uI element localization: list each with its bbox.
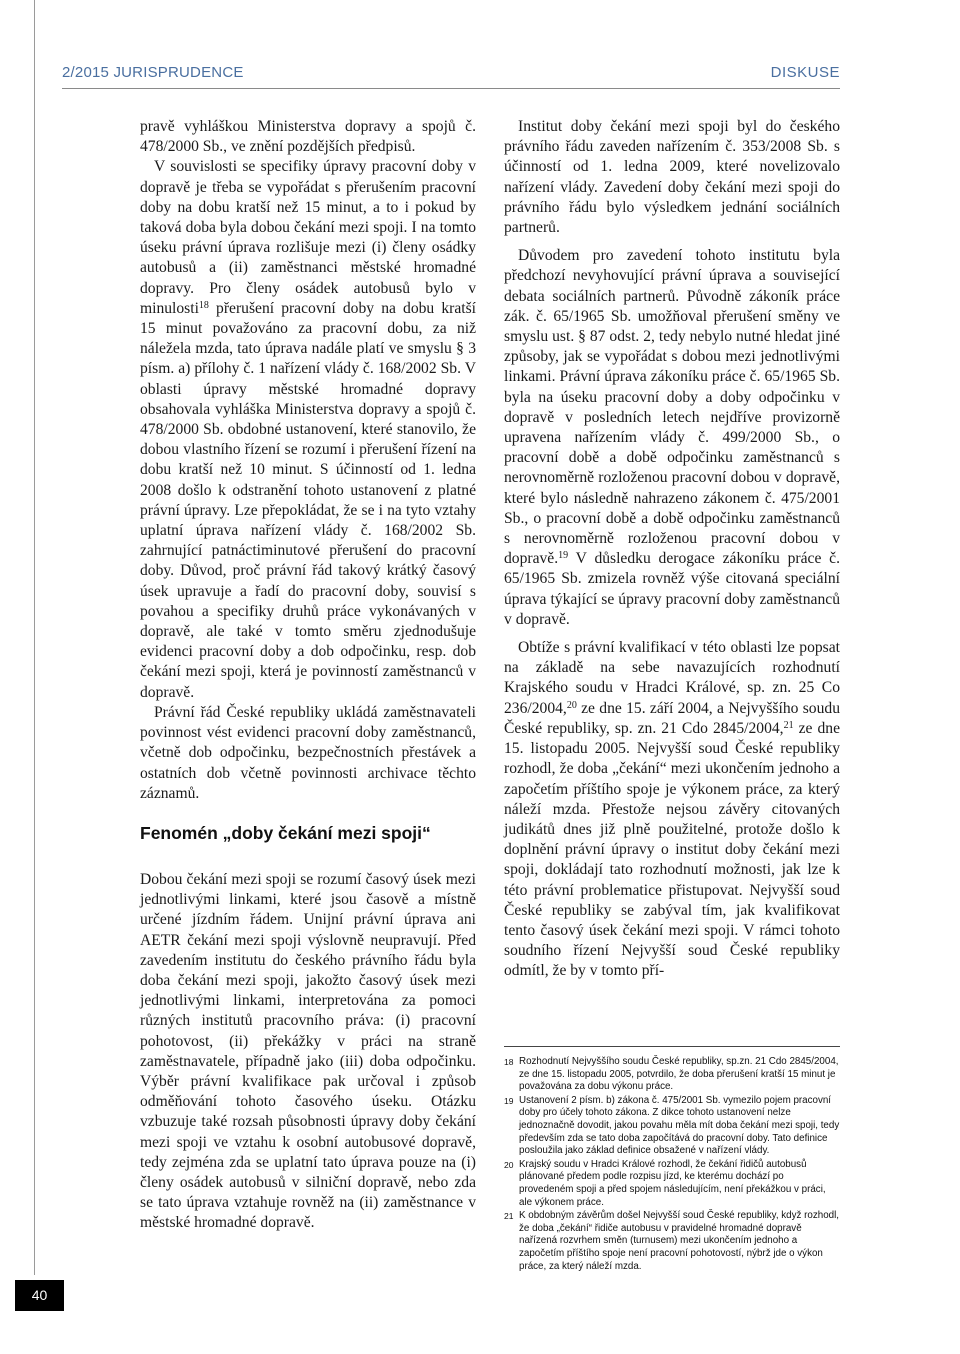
paragraph: Právní řád České republiky ukládá zaměstnavateli povinnost vést evidenci pracovní doby zaměstnanců, včetně dob odpočinku, bezpečnostních přestávek a ostatních dob včetně povinnosti archivace těchto záznamů. (140, 703, 476, 802)
footnotes (504, 1056, 840, 1274)
footnote-text: Rozhodnutí Nejvyššího soudu České republiky, sp.zn. 21 Cdo 2845/2004, ze dne 15. listopadu 2005, potvrdilo, že doba přerušení kratší 15 minut je považována za dobu výkonu práce. (519, 1056, 839, 1093)
page-number: 40 (15, 1280, 64, 1311)
footnote-text: K obdobným závěrům došel Nejvyšší soud České republiky, když rozhodl, že doba „čekání“ řidiče autobusu v pravidelné hromadné dopravě nařízená rozvrhem směn (turnusem) mezi ukončením jednoho a započetím příštího spoje není pracovní pohotovostí, nýbrž jde o výkon práce, za který náleží mzda. (519, 1210, 839, 1272)
footnote-number: 18 (504, 1057, 514, 1067)
paragraph: pravě vyhláškou Ministerstva dopravy a spojů č. 478/2000 Sb., ve znění pozdějších předpisů. (140, 118, 476, 156)
left-margin-rule (34, 0, 35, 1275)
footnote (504, 1095, 840, 1158)
footnote-number: 19 (504, 1095, 514, 1106)
paragraph-gap (504, 238, 840, 246)
paragraph-text: přerušení pracovní doby na dobu kratší 15 minut považováno za pracovní dobu, za niž náležela mzda, tato úprava nadále platí ve smyslu § 3 písm. a) přílohy č. 1 nařízení vlády č. 168/2002 Sb. V oblasti úpravy městské hromadné dopravy obsahovala vyhláška Ministerstva dopravy a spojů č. 478/2000 Sb. obdobné ustanovení, které stanovilo, že dobou vlastního řízení se rozumí i přerušení řízení na dobu kratší než 10 minut. S účinností od 1. ledna 2008 došlo k odstranění tohoto ustanovení z platné právní úpravy. Lze přepokládat, že se i na tyto vztahy uplatní úprava nařízení vlády č. 168/2002 Sb. zahrnující patnáctiminutové přerušení do pracovní doby. Důvod, proč právní řád takový krátký časový úsek upravuje a řadí do pracovní doby, souvisí s povahou a specifiky druhů práce vykonávaných v dopravě, ale také v tomto směru zjednodušuje evidenci pracovní doby a dob odpočinku, resp. dob čekání mezi spoji, která je povinností zaměstnanců v dopravě. (140, 299, 476, 701)
paragraph-text: ze dne 15. září 2004, a Nejvyššího soudu České republiky, sp. zn. 21 Cdo 2845/2004, (504, 699, 840, 737)
journal-issue-title: 2/2015 JURISPRUDENCE (62, 64, 244, 81)
paragraph: Institut doby čekání mezi spoji byl do českého právního řádu zaveden nařízením č. 353/2008 Sb. s účinností od 1. ledna 2009, které novelizovalo nařízení vlády. Zavedení doby čekání mezi spoji do právního řádu bylo výsledkem jednání sociálních partnerů. (504, 118, 840, 237)
footnote-text: Ustanovení 2 písm. b) zákona č. 475/2001 Sb. vymezilo pojem pracovní doby pro účely tohoto zákona. Z dikce tohoto ustanovení nelze jednoznačně dovodit, jakou povahu měla mít doba čekání mezi spoji, tedy především zda se tato doba započítává do pracovní doby. Tato definice posloužila jako základ definice obsažené v nařízení vlády. (519, 1094, 840, 1157)
running-head (62, 60, 840, 89)
left-column (140, 117, 476, 1234)
paragraph-gap (504, 630, 840, 638)
footnote-ref-19[interactable]: 19 (558, 550, 569, 562)
section-name: DISKUSE (770, 64, 840, 81)
paragraph-text: V souvislosti se specifiky úpravy pracovní doby v dopravě je třeba se vypořádat s přerušením pracovní doby na dobu kratší než 15 minut, a to i pokud by taková doba byla dobou čekání mezi spoji. I na tomto úseku právní úprava rozlišuje mezi (i) členy osádky autobusů a (ii) zaměstnanci městské hromadné dopravy. Pro členy osádek autobusů bylo v minulosti (140, 158, 476, 317)
footnote-text: Krajský soudu v Hradci Králové rozhodl, že čekání řidičů autobusů plánované předem podle rozpisu jízd, ke kterému dochází po provedeném spoji a před spojem následujícím, není překážkou v práci, ale výkonem práce. (519, 1158, 826, 1208)
paragraph: Dobou čekání mezi spoji se rozumí časový úsek mezi jednotlivými linkami, které jsou časově a místně určené jízdním řádem. Unijní právní úprava ani AETR čekání mezi spoji výslovně neupravují. Před zavedením institutu do českého právního řádu byla doba čekání mezi spoji, jakožto časový úsek mezi jednotlivými linkami, interpretována za pomoci různých institutů pracovního práva: (i) pracovní pohotovost, (ii) překážky v práci na straně zaměstnavatele, případně jako (iii) doba odpočinku. Výběr právní kvalifikace pak určoval i způsob odměňování tohoto časového úseku. Otázku vzbuzuje také rozsah působnosti úpravy doby čekání mezi spoji ve vztahu k osobní autobusové dopravě, tedy zejména zda se uplatní tato úprava pouze na (i) členy osádek autobusů v silniční dopravě, nebo zda se tato úprava vztahuje rovněž na (ii) zaměstnance v městské hromadné dopravě. (140, 870, 476, 1232)
paragraph-text: V důsledku derogace zákoníku práce č. 65/1965 Sb. zmizela rovněž výše citovaná speciální úprava týkající se úpravy pracovní doby zaměstnanců v dopravě. (504, 550, 840, 628)
footnote-number: 20 (504, 1159, 514, 1170)
right-column (504, 117, 840, 982)
footnote-number: 21 (504, 1211, 514, 1222)
paragraph (504, 638, 840, 981)
footnote-ref-20[interactable]: 20 (566, 699, 577, 711)
paragraph-text: Důvodem pro zavedení tohoto institutu byla předchozí nevyhovující právní úprava a související debata sociálních partnerů. Původně zákoník práce zák. č. 65/1965 Sb. umožňoval přerušení směny ve smyslu ust. § 87 odst. 2, tedy nebylo nutné hledat jiné způsoby, jak se vypořádat s dobou mezi jednotlivými linkami. Právní úprava zákoníku práce č. 65/1965 Sb. byla na úseku pracovní doby a doby odpočinku v dopravě v posledních letech nejdříve provizorně upravena nařízením vlády č. 499/2000 Sb., o pracovní době a době odpočinku zaměstnanců s nerovnoměrně rozloženou pracovní dobou v dopravě, které bylo následně nahrazeno zákonem č. 475/2001 Sb., o pracovní době a době odpočinku zaměstnanců s nerovnoměrně rozloženou pracovní dobou v dopravě. (504, 247, 840, 568)
paragraph (140, 157, 476, 702)
paragraph (504, 246, 840, 630)
footnote (504, 1210, 840, 1273)
footnote (504, 1056, 840, 1094)
footnote-ref-21[interactable]: 21 (783, 719, 794, 731)
paragraph-text: ze dne 15. listopadu 2005. Nejvyšší soud České republiky rozhodl, že doba „čekání“ mezi ukončením jednoho a započetím příštího spoje je výkonem práce, za který náleží mzda. Přestože nejsou závěry citovaných judikátů dnes již plně použitelné, protože došlo k doplnění právní úpravy o institut doby čekání mezi spoji, dokládají tato rozhodnutí možnosti, jak lze k této právní problematice přistupovat. Nejvyšší soud České republiky se zabýval tím, jak kvalifikovat tento časový úsek čekání mezi spoji. V rámci tohoto soudního řízení Nejvyšší soud České republiky odmítl, že by v tomto pří- (504, 719, 840, 980)
section-heading: Fenomén „doby čekání mezi spoji“ (140, 822, 431, 843)
footnote-ref-18[interactable]: 18 (198, 299, 209, 311)
footnote (504, 1159, 840, 1209)
footnote-separator (504, 1046, 840, 1047)
paragraph-text: Obtíže s právní kvalifikací v této oblasti lze popsat na základě na sebe navazujících rozhodnutí Krajského soudu v Hradci Králové, sp. zn. 25 Co 236/2004, (504, 639, 840, 717)
